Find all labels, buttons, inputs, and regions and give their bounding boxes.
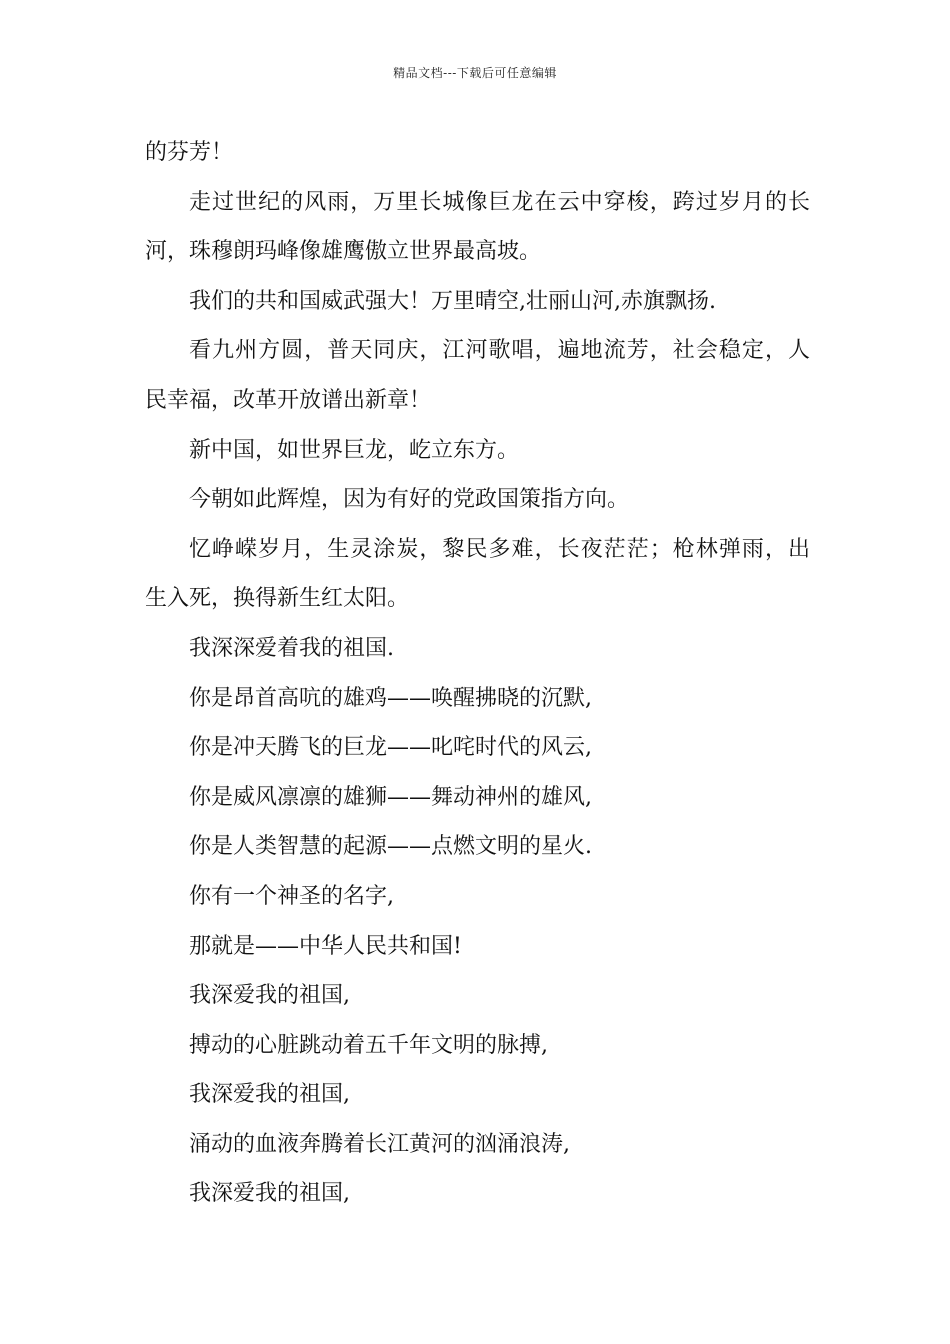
text-line: 你是冲天腾飞的巨龙——叱咤时代的风云, [189,735,592,761]
text-line: 你有一个神圣的名字, [189,883,394,909]
text-line: 的芬芳！ [145,140,234,165]
page-header: 精品文档---下载后可任意编辑 [393,66,557,80]
text-line: 河，珠穆朗玛峰像雄鹰傲立世界最高坡。 [145,239,542,265]
text-line: 看九州方圆，普天同庆，江河歌唱，遍地流芳，社会稳定，人 [189,338,810,364]
text-line: 新中国，如世界巨龙，屹立东方。 [189,437,520,463]
text-line: 涌动的血液奔腾着长江黄河的汹涌浪涛, [189,1131,570,1157]
text-line: 我深爱我的祖国, [189,1082,350,1108]
text-line: 今朝如此辉煌，因为有好的党政国策指方向。 [189,487,630,513]
text-line: 我深爱我的祖国, [189,983,350,1009]
text-line: 我深爱我的祖国, [189,1181,350,1207]
text-line: 走过世纪的风雨，万里长城像巨龙在云中穿梭，跨过岁月的长 [189,189,810,215]
text-line: 你是人类智慧的起源——点燃文明的星火. [189,834,592,860]
text-line: 你是威风凛凛的雄狮——舞动神州的雄风, [189,784,592,810]
text-line: 搏动的心脏跳动着五千年文明的脉搏, [189,1032,548,1058]
text-line: 你是昂首高吭的雄鸡——唤醒拂晓的沉默, [189,685,592,711]
text-line: 我深深爱着我的祖国. [189,635,394,661]
text-line: 民幸福，改革开放谱出新章！ [145,387,432,413]
text-line: 忆峥嵘岁月，生灵涂炭，黎民多难，长夜茫茫；枪林弹雨，出 [189,536,810,562]
text-line: 生入死，换得新生红太阳。 [145,586,410,612]
text-line: 那就是——中华人民共和国! [189,933,462,959]
text-line: 我们的共和国威武强大！万里晴空,壮丽山河,赤旗飘扬. [189,288,716,314]
document-body [145,128,810,1219]
